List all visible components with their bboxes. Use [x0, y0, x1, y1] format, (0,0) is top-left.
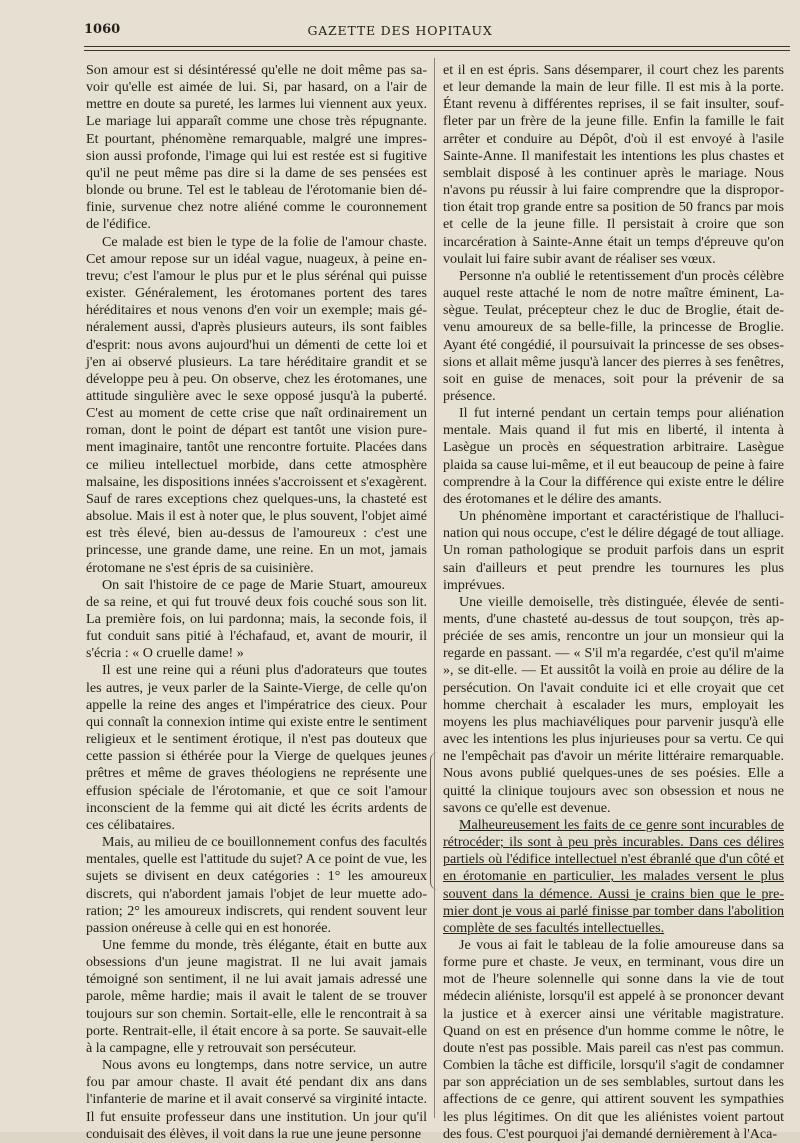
paragraph: Une femme du monde, très élégante, était en butte aux obsessions d'un jeune magistrat. Il ne lui avait jamais témoigné son sentiment, il ne lui avait jamais adressé une parole, même hardie; mais il avait le talent de se trouver toujours sur son chemin. Sortait-elle, elle le rencontrait à sa porte. Rentrait-elle, il était encore à sa porte. Se sauvait-elle à la campagne, elle y retrouvait son persécuteur. — [86, 936, 427, 1056]
paragraph: Son amour est si désintéressé qu'elle ne doit même pas savoir qu'elle est aimée de lui. Si, par hasard, on a l'air de mettre en doute sa pureté, les larmes lui viennent aux yeux. Le mariage lui apparaît comme une chose très répugnante. Et pourtant, phénomène remarquable, malgré une impression aussi profonde, l'image qui lui est restée est si fugitive qu'il ne peut même pas dire si la dame de ses pensées est blonde ou brune. Tel est le tableau de l'érotomanie bien définie, survenue chez notre aliéné comme le couronnement de l'édifice. — [86, 62, 427, 233]
paragraph: Personne n'a oublié le retentissement d'un procès célèbre auquel reste attaché le nom de notre maître éminent, Lasègue. Teulat, précepteur chez le duc de Broglie, était devenu amoureux de sa belle-fille, la princesse de Broglie. Ayant été congédié, il poursuivait la princesse de ses obsessions et allait même jusqu'à lancer des pierres à ses fenêtres, soit en guise de menaces, soit pour la prévenir de sa présence. — [443, 267, 784, 404]
paragraph: Un phénomène important et caractéristique de l'hallucination qui nous occupe, c'est le délire dégagé de tout alliage. Un roman pathologique se produit parfois dans un esprit sain d'ailleurs et peut prendre les tournures les plus imprévues. — [443, 508, 784, 593]
paragraph: Il est une reine qui a réuni plus d'adorateurs que toutes les autres, je veux parler de la Sainte-Vierge, de celle qu'on appelle la reine des anges et l'impératrice des cieux. Pour qui connaît la connexion intime qui existe entre le sentiment religieux et le sentiment érotique, il n'est pas douteux que cette passion si éthérée pour la Vierge de quelques jeunes prêtres et même de graves théologiens ne représente une effusion spéciale de l'érotomanie, et que ce soit l'amour inconscient de la femme qui ait dicté les écrits ardents de ces célibataires. — [86, 662, 427, 833]
header-rule — [84, 46, 790, 47]
paragraph: Il fut interné pendant un certain temps pour aliénation mentale. Mais quand il fut mis en liberté, il intenta à Lasègue un procès en séquestration arbitraire. Lasègue plaida sa cause lui-même, et il eut beaucoup de peine à faire comprendre à la Cour la différence qui existe entre le délire des érotomanes et le délire des amants. — [443, 405, 784, 507]
page-header — [0, 18, 800, 44]
header-rule-thin — [84, 50, 790, 51]
paragraph-annotated: Malheureusement les faits de ce genre sont incurables de rétrocéder; ils sont à peu près incurables. Dans ces délires partiels où l'édifice intellectuel n'est ébranlé que d'un côté et en érotomanie en particulier, les malades versent le plus souvent dans la démence. Aussi je crains bien que le premier dont je vous ai parlé finisse par tomber dans l'abolition complète de ses facultés intellectuelles. — [443, 816, 784, 936]
page-number: 1060 — [84, 22, 121, 37]
paragraph: Ce malade est bien le type de la folie de l'amour chaste. Cet amour repose sur un idéal vague, nuageux, à peine entrevu; c'est l'amour le plus pur et le plus sérénal qui puisse exister. Généralement, les érotomanes portent des tares héréditaires et nous venons d'en voir un exemple; mais généralement aussi, d'après plusieurs auteurs, ils sont faibles d'esprit: nous avons aujourd'hui un démenti de cette loi et j'en ai observé plusieurs. La tare héréditaire grandit et se développe peu à peu. On observe, chez les érotomanes, une attitude singulière avec le sexe opposé jusqu'à la puberté. C'est au moment de cette crise que naît ordinairement un roman, dont le point de départ est tantôt une vision purement imaginaire, tantôt une rencontre fortuite. Placées dans ce milieu intellectuel morbide, dans cette atmosphère malsaine, les dispositions innées s'accroissent et s'exagèrent. Sauf de rares exceptions chez quelques-uns, la chasteté est absolue. Mais il est à noter que, le plus souvent, l'objet aimé est très élevé, bien au-dessus de l'amoureux : c'est une princesse, une grande dame, une reine. En un mot, jamais érotomane ne s'est épris de sa cuisinière. — [86, 233, 427, 576]
left-column — [86, 62, 427, 1143]
paragraph: On sait l'histoire de ce page de Marie Stuart, amoureux de sa reine, et qui fut trouvé deux fois couché sous son lit. La première fois, on lui pardonna; mais, la seconde fois, il fut conduit sans pitié à l'échafaud, et, avant de mourir, il s'écria : « O cruelle dame! » — [86, 576, 427, 662]
journal-title: GAZETTE DES HOPITAUX — [307, 23, 493, 38]
paragraph: Je vous ai fait le tableau de la folie amoureuse dans sa forme pure et chaste. Je veux, en terminant, vous dire un mot de l'heure solennelle qui sonne dans la vie de tout médecin aliéniste, lorsqu'il est appelé à se prononcer devant la justice et à exercer ainsi une véritable magistrature. Quand on est en présence d'un homme comme le nôtre, le doute n'est pas possible. Mais pareil cas n'est pas commun. Combien la tâche est difficile, lorsqu'il s'agit de condamner par son appréciation un de ses semblables, surtout dans les affections de ce genre, qui attirent souvent les sympathies les plus légitimes. On dit que les aliénistes voient partout des fous. C'est pourquoi j'ai demandé dernièrement à l'Aca- — [443, 936, 784, 1142]
paragraph: Une vieille demoiselle, très distinguée, élevée de sentiments, d'une chasteté au-dessus de tout soupçon, très appréciée de ses amis, rencontre un jour un monsieur qui la regarde en passant. — « S'il m'a regardée, c'est qu'il m'aime », se dit-elle. — Et aussitôt la voilà en proie au délire de la persécution. On l'avait conduite ici et elle croyait que cet homme cherchait à escalader les murs, employait les moyens les plus machiavéliques pour parvenir jusqu'à elle avec les intentions les plus injurieuses pour sa vertu. Ce qui ne l'empêchait pas d'avoir un mérite littéraire remarquable. Nous avons publié quelques-unes de ses poésies. Elle a quitté la clinique toujours avec son obsession et nous ne savons ce qu'elle est devenue. — [443, 593, 784, 816]
paragraph: Nous avons eu longtemps, dans notre service, un autre fou par amour chaste. Il avait été pendant dix ans dans l'infanterie de marine et il avait conservé sa virginité intacte. Il fut ensuite professeur dans une institution. Un jour qu'il conduisait des élèves, il voit dans la rue une jeune personne — [86, 1057, 427, 1142]
right-column — [443, 62, 784, 1143]
paragraph: Mais, au milieu de ce bouillonnement confus des facultés mentales, quelle est l'attitude du sujet? A ce point de vue, les sujets se divisent en deux catégories : 1° les amoureux discrets, qui n'abordent jamais l'objet de leur muette adoration; 2° les amoureux indiscrets, qui rendent souvent leur passion onéreuse à celle qui en est honorée. — [86, 834, 427, 936]
handwritten-margin-bracket — [430, 752, 441, 890]
paragraph: et il en est épris. Sans désemparer, il court chez les parents et leur demande la main de leur fille. Il est mis à la porte. Étant revenu à différentes reprises, il se fait insulter, souffleter par un frère de la jeune fille. Enfin la famille le fait arrêter et conduire au Dépôt, d'où il est envoyé à l'asile Sainte-Anne. Il manifestait les intentions les plus chastes et semblait disposé à les continuer après le mariage. Nous n'avons pu réussir à lui faire comprendre que la disproportion était trop grande entre sa position de 50 francs par mois et celle de la jeune fille. Il persistait à croire que son incarcération à Sainte-Anne était un temps d'épreuve qu'on voulait lui faire subir avant de réaliser ses vœux. — [443, 62, 784, 267]
column-divider — [434, 58, 435, 1118]
